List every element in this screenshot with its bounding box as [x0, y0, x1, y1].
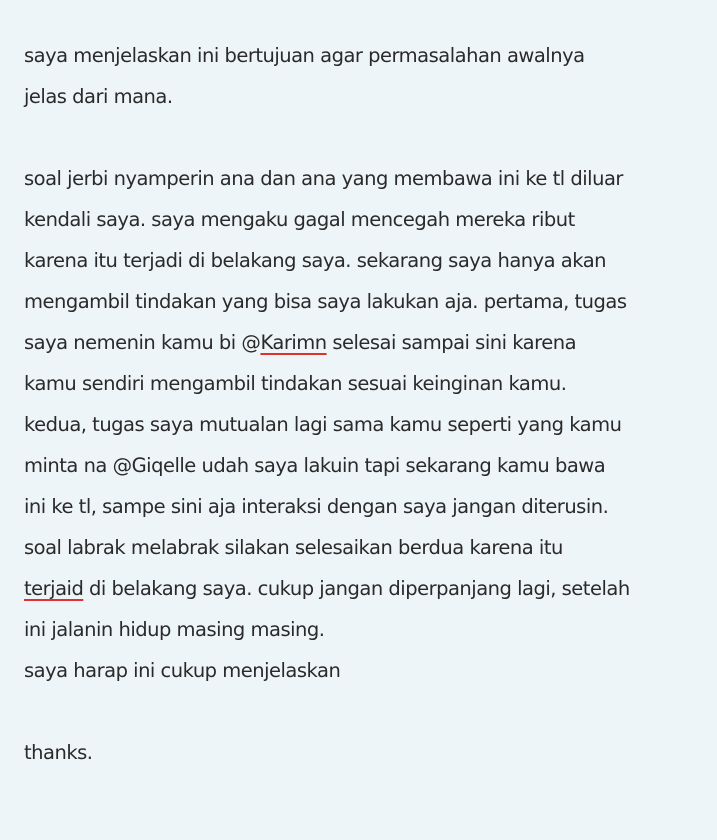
text-line	[24, 568, 714, 609]
text-line: saya harap ini cukup menjelaskan	[24, 659, 341, 682]
note-text-area[interactable]	[24, 35, 714, 773]
text-line: ini jalanin hidup masing masing.	[24, 618, 325, 641]
text-line: soal labrak melabrak silakan selesaikan berdua karena itu	[24, 536, 563, 559]
text-segment: di belakang saya. cukup jangan diperpanjang lagi, setelah	[83, 577, 630, 600]
text-line: mengambil tindakan yang bisa saya lakukan aja. pertama, tugas	[24, 290, 627, 313]
text-line: thanks.	[24, 741, 93, 764]
text-line: jelas dari mana.	[24, 85, 173, 108]
text-line	[24, 322, 714, 363]
text-line: saya menjelaskan ini bertujuan agar permasalahan awalnya	[24, 44, 585, 67]
text-line: kamu sendiri mengambil tindakan sesuai keinginan kamu.	[24, 372, 567, 395]
blank-line	[24, 117, 714, 158]
text-segment: saya nemenin kamu bi @	[24, 331, 261, 354]
misspelled-word[interactable]: terjaid	[24, 577, 84, 600]
misspelled-word[interactable]: Karimn	[260, 331, 327, 354]
text-line: kedua, tugas saya mutualan lagi sama kamu seperti yang kamu	[24, 413, 622, 436]
text-line: kendali saya. saya mengaku gagal mencegah mereka ribut	[24, 208, 575, 231]
text-segment: selesai sampai sini karena	[326, 331, 577, 354]
text-line: minta na @Giqelle udah saya lakuin tapi sekarang kamu bawa	[24, 454, 606, 477]
text-line: karena itu terjadi di belakang saya. sekarang saya hanya akan	[24, 249, 607, 272]
text-line: soal jerbi nyamperin ana dan ana yang membawa ini ke tl diluar	[24, 167, 623, 190]
text-line: ini ke tl, sampe sini aja interaksi dengan saya jangan diterusin.	[24, 495, 609, 518]
blank-line	[24, 691, 714, 732]
